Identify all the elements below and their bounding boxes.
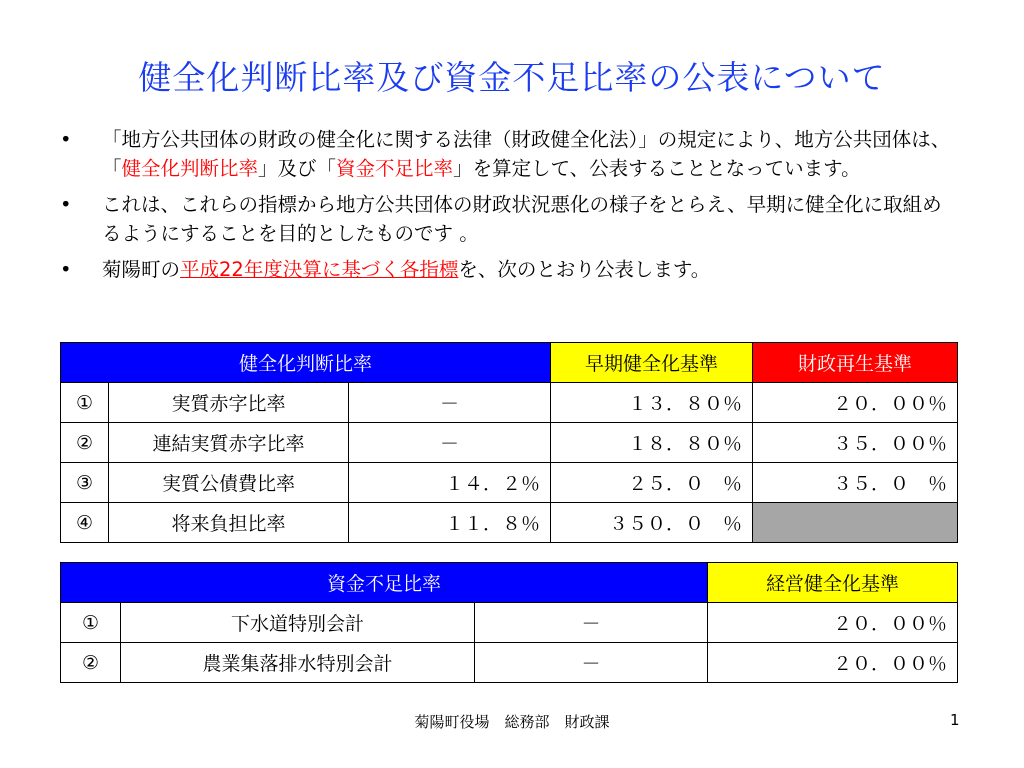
- row-early: １８．８０％: [551, 423, 753, 463]
- row-value: －: [475, 643, 708, 683]
- row-standard: ２０．００％: [708, 643, 958, 683]
- row-name: 実質公債費比率: [109, 463, 349, 503]
- header-early: 早期健全化基準: [551, 343, 753, 383]
- header-standard: 経営健全化基準: [708, 563, 958, 603]
- table-row: [61, 643, 958, 683]
- row-value: －: [349, 383, 551, 423]
- header-shikin: 資金不足比率: [61, 563, 708, 603]
- row-name: 連結実質赤字比率: [109, 423, 349, 463]
- row-number: ①: [61, 383, 109, 423]
- row-number: ④: [61, 503, 109, 543]
- row-rebuild: ２０．００％: [753, 383, 958, 423]
- row-value: １１．８％: [349, 503, 551, 543]
- bullet-2-text: これは、これらの指標から地方公共団体の財政状況悪化の様子をとらえ、早期に健全化に取組めるようにすることを目的としたものです 。: [102, 193, 942, 245]
- row-name: 下水道特別会計: [121, 603, 475, 643]
- highlight-kenzenka: 健全化判断比率: [121, 157, 259, 180]
- bullet-list: [60, 125, 960, 291]
- table-header-row: [61, 563, 958, 603]
- bullet-item-2: [60, 190, 960, 248]
- row-early: ２５．０ ％: [551, 463, 753, 503]
- row-number: ③: [61, 463, 109, 503]
- bullet-3-pre: 菊陽町の: [102, 258, 181, 281]
- row-early: ３５０．０ ％: [551, 503, 753, 543]
- bullet-1-post: 」を算定して、公表することとなっています。: [453, 157, 861, 180]
- header-kenzenka: 健全化判断比率: [61, 343, 551, 383]
- table-row: [61, 383, 958, 423]
- row-value: １４．２％: [349, 463, 551, 503]
- row-standard: ２０．００％: [708, 603, 958, 643]
- row-number: ①: [61, 603, 121, 643]
- bullet-mark: •: [60, 193, 72, 216]
- indicator-link[interactable]: 平成22年度決算に基づく各指標: [180, 258, 459, 281]
- bullet-3-post: を、次のとおり公表します。: [458, 258, 711, 281]
- table-row: [61, 423, 958, 463]
- bullet-mark: •: [60, 258, 72, 281]
- bullet-mark: •: [60, 128, 72, 151]
- row-number: ②: [61, 423, 109, 463]
- table-header-row: [61, 343, 958, 383]
- bullet-item-3: [60, 255, 960, 284]
- row-rebuild: ３５．００％: [753, 423, 958, 463]
- row-number: ②: [61, 643, 121, 683]
- row-name: 農業集落排水特別会計: [121, 643, 475, 683]
- bullet-1-line1: 「地方公共団体の財政の健全化に関する法律（財政健全化法）」の規定により、: [102, 128, 795, 151]
- row-rebuild-empty: [753, 503, 958, 543]
- highlight-shikin: 資金不足比率: [336, 157, 454, 180]
- row-name: 実質赤字比率: [109, 383, 349, 423]
- header-rebuild: 財政再生基準: [753, 343, 958, 383]
- row-rebuild: ３５．０ ％: [753, 463, 958, 503]
- row-value: －: [475, 603, 708, 643]
- row-value: －: [349, 423, 551, 463]
- table-row: [61, 603, 958, 643]
- bullet-item-1: [60, 125, 960, 183]
- row-early: １３．８０％: [551, 383, 753, 423]
- page-number: 1: [950, 711, 960, 729]
- footer-department: 菊陽町役場 総務部 財政課: [414, 713, 610, 731]
- bullet-1-mid: 」及び「: [258, 157, 337, 180]
- bullet-1-pre: 地方公共団体は、「: [102, 128, 951, 180]
- table-row: [61, 463, 958, 503]
- slide-title: 健全化判断比率及び資金不足比率の公表について: [138, 58, 886, 97]
- row-name: 将来負担比率: [109, 503, 349, 543]
- kenzenka-table: [60, 342, 958, 543]
- shikin-table: [60, 562, 958, 683]
- table-row: [61, 503, 958, 543]
